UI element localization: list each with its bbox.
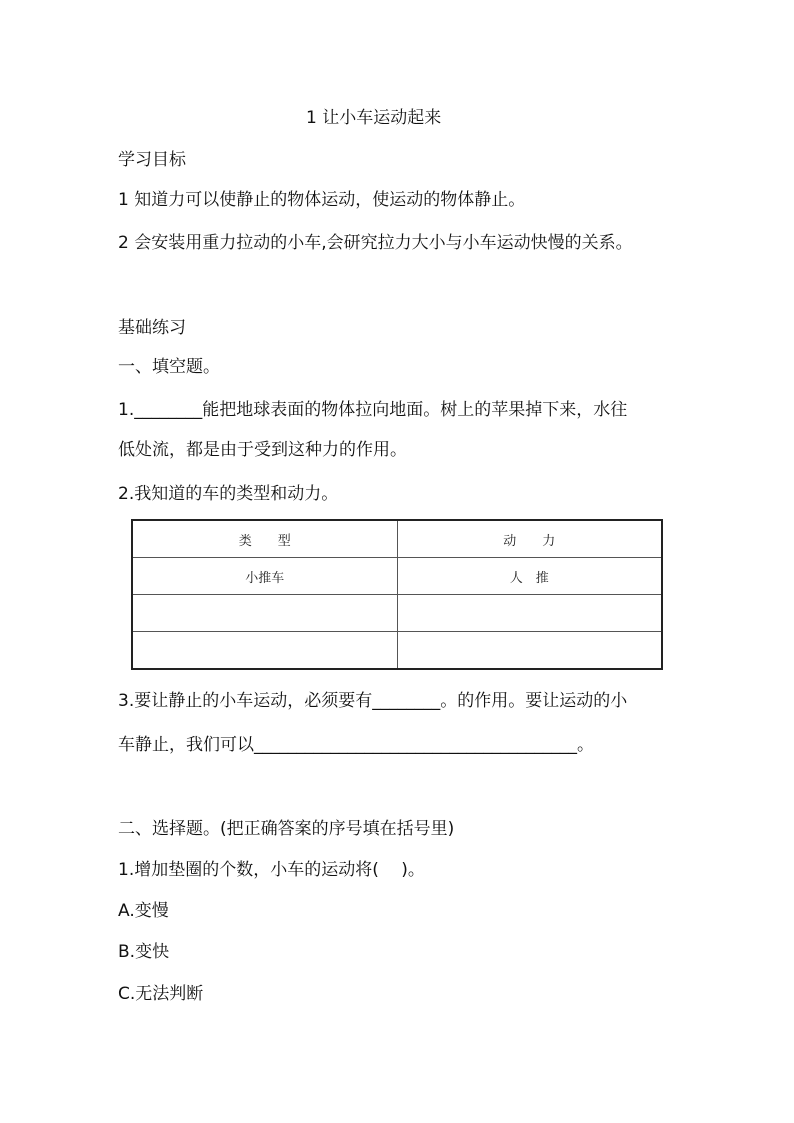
option-b: B.变快 — [118, 942, 170, 962]
page-title: 1 让小车运动起来 — [306, 108, 442, 128]
table-row — [132, 558, 662, 595]
table-row — [132, 595, 662, 632]
table-header-row — [132, 520, 662, 558]
table-cell-blank[interactable] — [397, 632, 662, 670]
table-cell-blank[interactable] — [132, 632, 397, 670]
option-a: A.变慢 — [118, 901, 169, 921]
table-row — [132, 632, 662, 670]
vehicle-type-table — [131, 519, 663, 670]
question-1-line-2: 低处流，都是由于受到这种力的作用。 — [118, 440, 407, 460]
table-cell-blank[interactable] — [132, 595, 397, 632]
choice-question-1: 1.增加垫圈的个数，小车的运动将( )。 — [118, 860, 425, 880]
question-2: 2.我知道的车的类型和动力。 — [118, 484, 339, 504]
table-cell-blank[interactable] — [397, 595, 662, 632]
column-header-power: 动 力 — [397, 520, 662, 558]
objective-item: 2 会安装用重力拉动的小车,会研究拉力大小与小车运动快慢的关系。 — [118, 233, 633, 253]
option-c: C.无法判断 — [118, 984, 204, 1004]
multiple-choice-section-heading: 二、选择题。(把正确答案的序号填在括号里) — [118, 819, 455, 839]
table-cell: 人 推 — [397, 558, 662, 595]
question-3-line-1: 3.要让静止的小车运动，必须要有________。的作用。要让运动的小 — [118, 691, 628, 711]
column-header-type: 类 型 — [132, 520, 397, 558]
table-cell: 小推车 — [132, 558, 397, 595]
objective-item: 1 知道力可以使静止的物体运动，使运动的物体静止。 — [118, 190, 526, 210]
question-1-line-1: 1.________能把地球表面的物体拉向地面。树上的苹果掉下来，水往 — [118, 400, 628, 420]
question-3-line-2: 车静止，我们可以______________________________________。 — [118, 735, 594, 755]
basic-practice-heading: 基础练习 — [118, 318, 186, 338]
fill-in-section-heading: 一、填空题。 — [118, 357, 220, 377]
objectives-heading: 学习目标 — [118, 150, 186, 170]
